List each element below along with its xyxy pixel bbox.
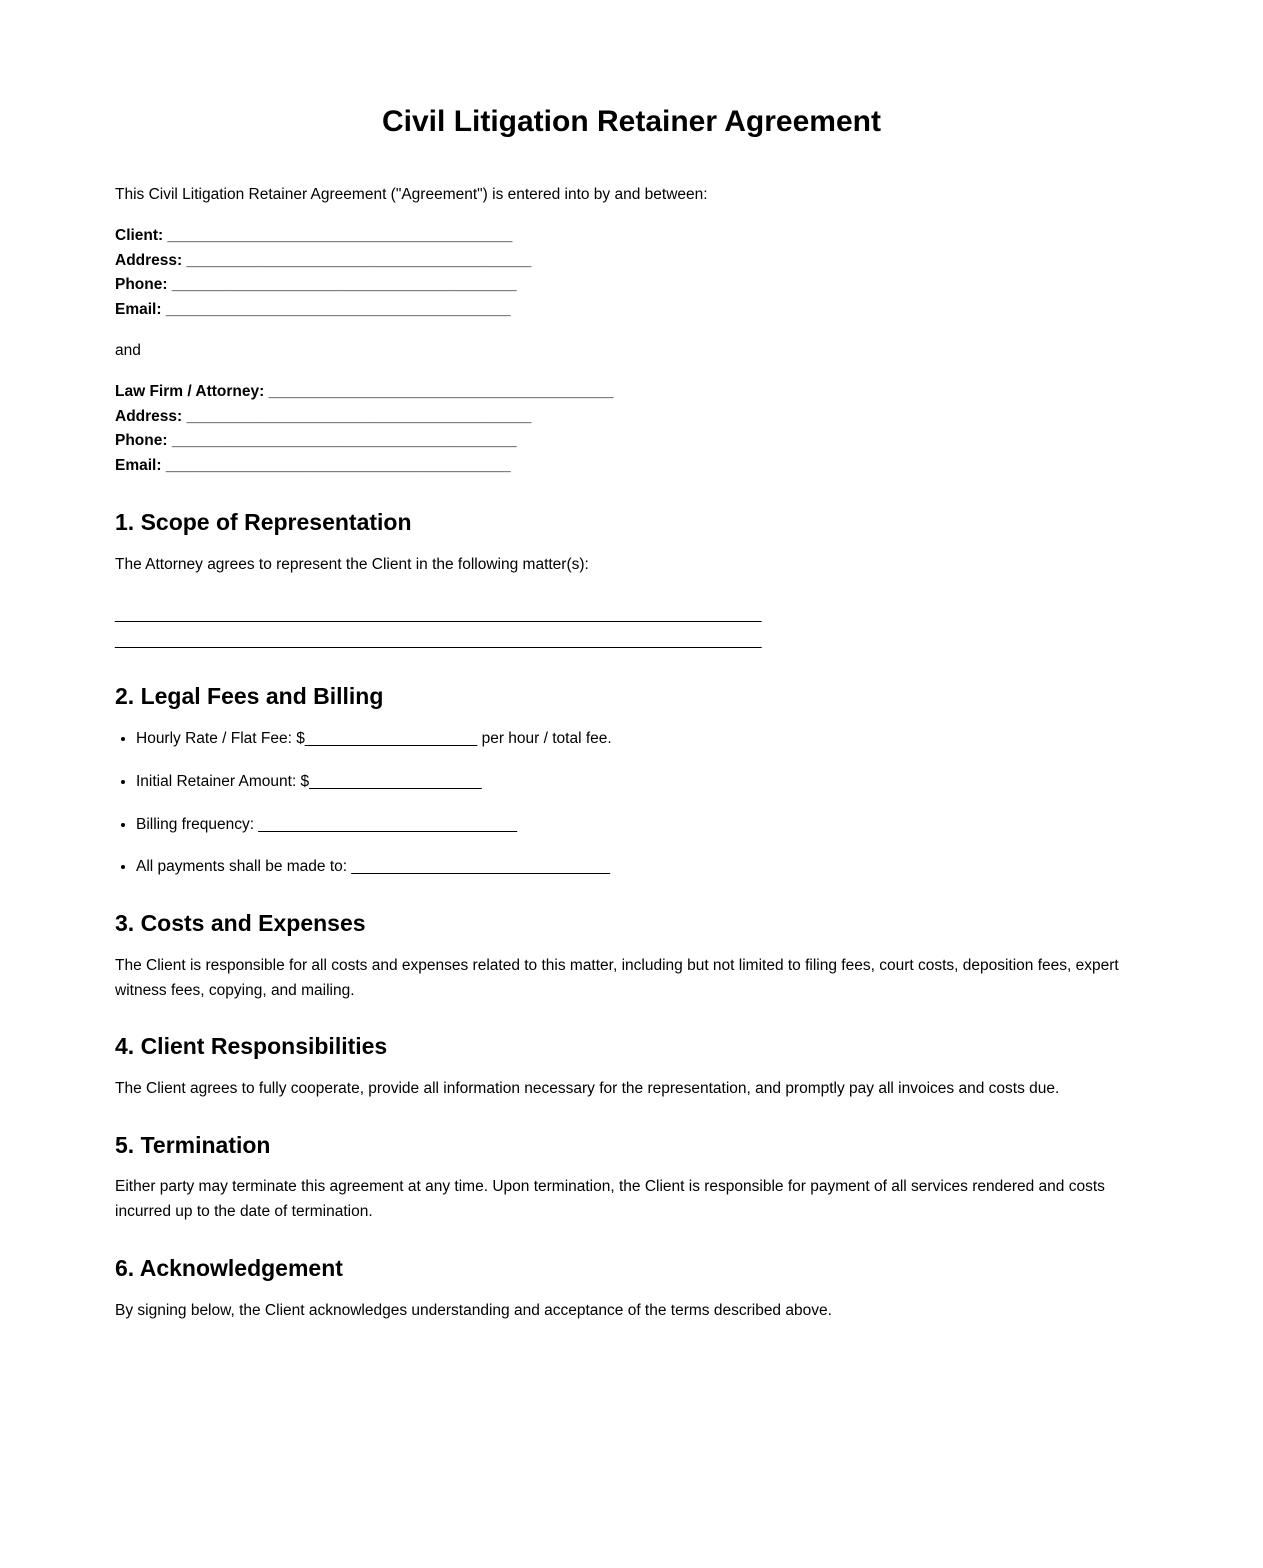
fee-item-retainer-amount-blank-line: ____________________: [309, 772, 482, 790]
fee-list: [115, 727, 1148, 880]
scope-body: The Attorney agrees to represent the Client in the following matter(s):: [115, 555, 589, 573]
attorney-fields-block: [115, 380, 1148, 479]
attorney-phone-field: [115, 432, 517, 449]
attorney-name-field: [115, 383, 613, 400]
attorney-address-label: Address:: [115, 407, 183, 425]
attorney-address-field: [115, 408, 531, 425]
fee-item-billing-frequency-text: Billing frequency:: [136, 815, 259, 833]
client-fields-block: [115, 224, 1148, 323]
section-heading-scope: 1. Scope of Representation: [115, 508, 412, 535]
responsibilities-body: The Client agrees to fully cooperate, provide all information necessary for the representation, and promptly pay all invoices and costs due.: [115, 1080, 1060, 1098]
attorney-email-field: [115, 457, 511, 474]
document-title: Civil Litigation Retainer Agreement: [382, 105, 881, 138]
client-email-label: Email:: [115, 301, 162, 319]
attorney-address-blank-line: ________________________________________: [182, 407, 532, 425]
attorney-email-label: Email:: [115, 457, 162, 475]
fee-item-retainer-amount-text: Initial Retainer Amount: $: [136, 772, 310, 790]
client-phone-field: [115, 276, 517, 293]
client-address-field: [115, 252, 531, 269]
section-heading-responsibilities: 4. Client Responsibilities: [115, 1033, 388, 1060]
connector-text: and: [115, 341, 141, 359]
acknowledgement-body: By signing below, the Client acknowledges understanding and acceptance of the terms described above.: [115, 1301, 832, 1319]
attorney-phone-blank-line: ________________________________________: [167, 432, 517, 450]
intro-paragraph: This Civil Litigation Retainer Agreement ("Agreement") is entered into by and between:: [115, 186, 708, 203]
attorney-name-blank-line: ________________________________________: [264, 382, 614, 400]
attorney-phone-label: Phone:: [115, 432, 168, 450]
fee-item-retainer-amount: [136, 770, 1148, 795]
scope-blank-line-1: ___________________________________________________________________________: [115, 606, 762, 624]
attorney-email-blank-line: ________________________________________: [161, 457, 511, 475]
client-phone-label: Phone:: [115, 276, 168, 294]
section-heading-acknowledgement: 6. Acknowledgement: [115, 1255, 343, 1282]
client-address-blank-line: ________________________________________: [182, 251, 532, 269]
attorney-name-label: Law Firm / Attorney:: [115, 382, 265, 400]
scope-blank-lines: [115, 602, 1148, 653]
fee-item-hourly-rate-text: Hourly Rate / Flat Fee: $: [136, 730, 305, 748]
fee-item-payments-to-blank-line: ______________________________: [351, 858, 611, 876]
fee-item-payments-to: [136, 855, 1148, 880]
client-name-blank-line: ________________________________________: [163, 226, 513, 244]
client-email-field: [115, 301, 511, 318]
client-name-label: Client:: [115, 226, 164, 244]
scope-blank-line-2: ___________________________________________________________________________: [115, 631, 762, 649]
fee-item-hourly-rate-suffix: per hour / total fee.: [477, 730, 612, 748]
client-name-field: [115, 227, 512, 244]
termination-body: Either party may terminate this agreement at any time. Upon termination, the Client is responsible for payment of all services rendered and costs incurred up to the date of termination.: [115, 1178, 1105, 1221]
fee-item-billing-frequency: [136, 813, 1148, 838]
client-email-blank-line: ________________________________________: [161, 301, 511, 319]
fee-item-payments-to-text: All payments shall be made to:: [136, 858, 352, 876]
fee-item-billing-frequency-blank-line: ______________________________: [258, 815, 517, 833]
fee-item-hourly-rate: [136, 727, 1148, 752]
section-heading-fees: 2. Legal Fees and Billing: [115, 683, 384, 710]
costs-body: The Client is responsible for all costs and expenses related to this matter, including but not limited to filing fees, court costs, deposition fees, expert witness fees, copying, and mailing.: [115, 956, 1119, 999]
fee-item-hourly-rate-blank-line: ____________________: [304, 730, 478, 748]
client-phone-blank-line: ________________________________________: [167, 276, 517, 294]
section-heading-termination: 5. Termination: [115, 1131, 271, 1158]
client-address-label: Address:: [115, 251, 183, 269]
section-heading-costs: 3. Costs and Expenses: [115, 910, 366, 937]
